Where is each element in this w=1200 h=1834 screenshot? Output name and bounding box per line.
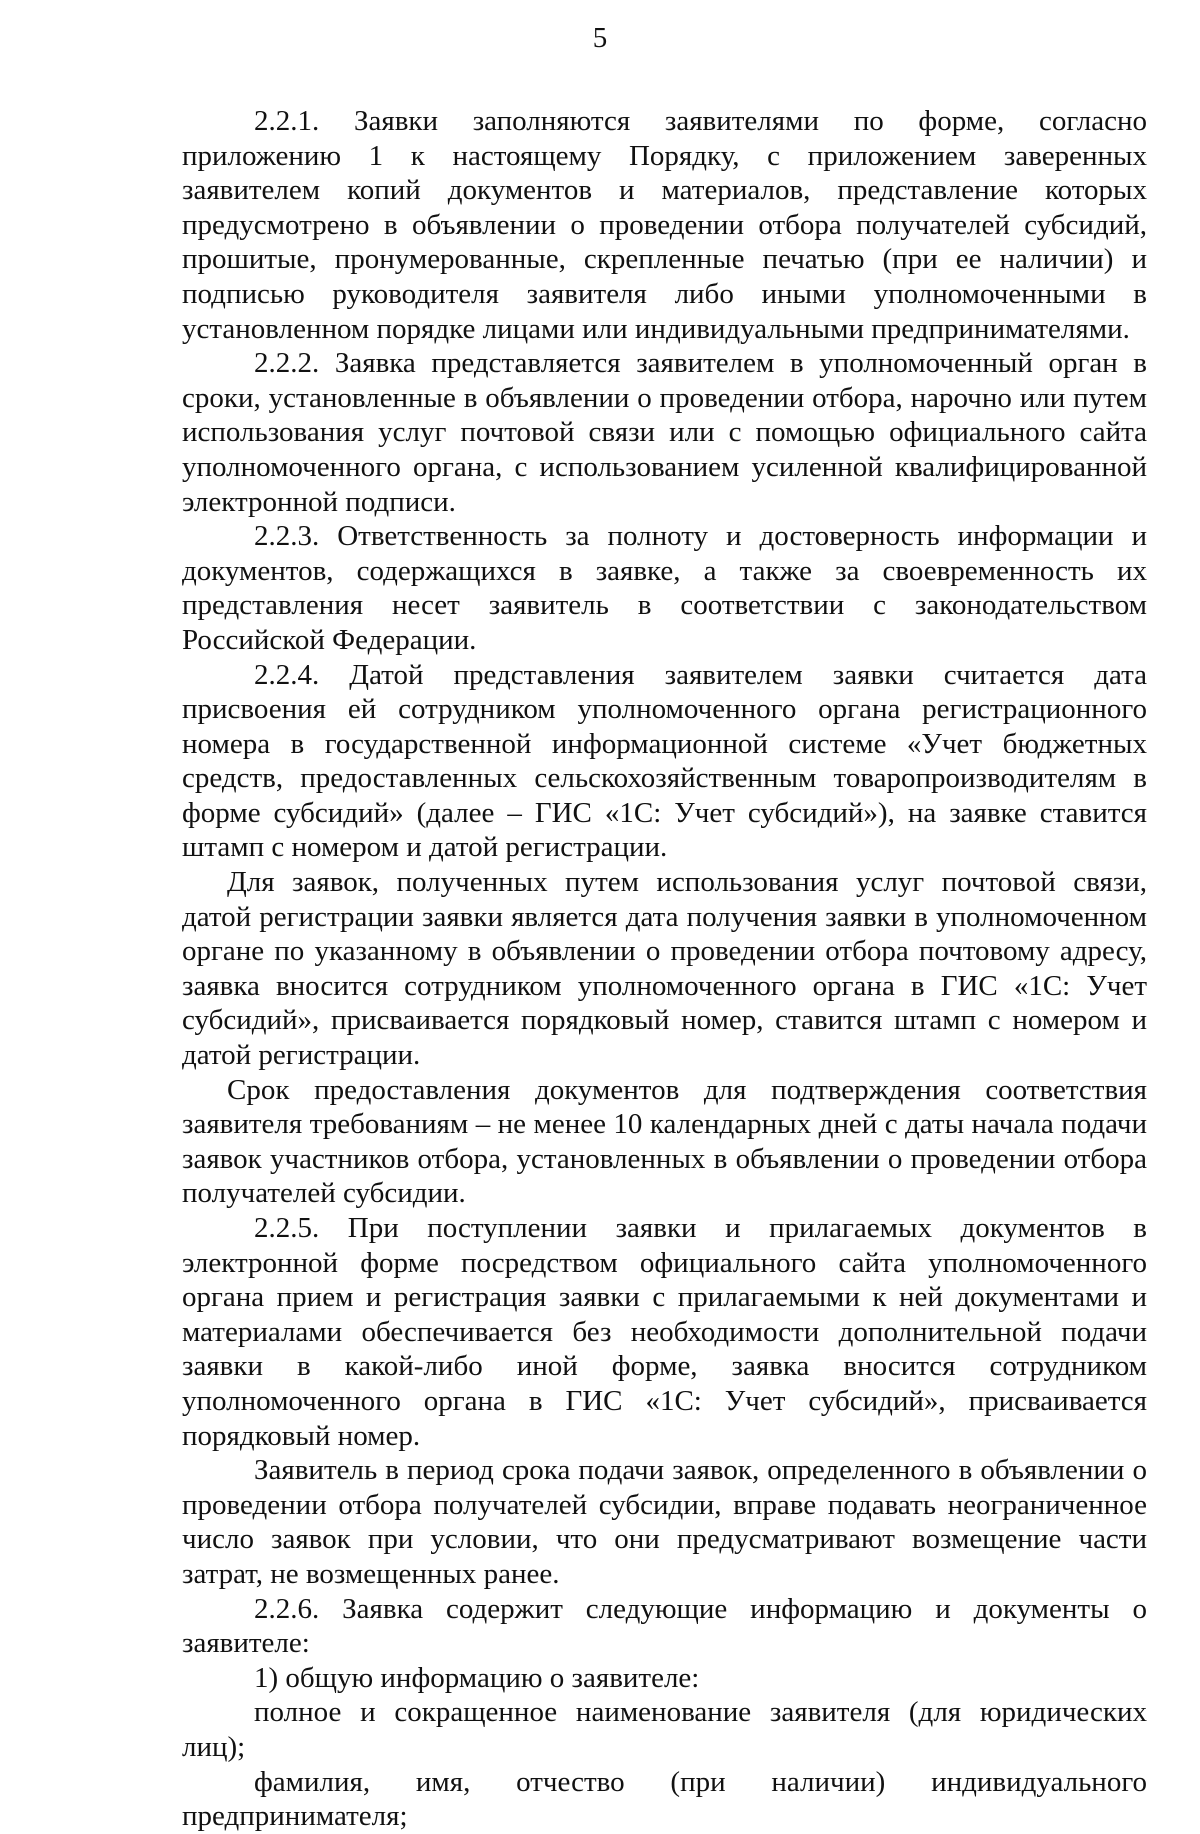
paragraph-full-name-legal: полное и сокращенное наименование заявителя (для юридических лиц); [182,1696,1147,1763]
paragraph-general-info: 1) общую информацию о заявителе: [254,1661,700,1694]
paragraph-2-2-5: 2.2.5. При поступлении заявки и прилагаемых документов в электронной форме посредством официального сайта уполномоченного органа прием и регистрация заявки с прилагаемыми к ней документами и материалами обеспечивается без необходимости дополнительной подачи заявки в какой-либо иной форме, заявка вносится сотрудником уполномоченного органа в ГИС «1С: Учет субсидий», присваивается порядковый номер. [182,1212,1147,1452]
paragraph-postal-registration: Для заявок, полученных путем использования услуг почтовой связи, датой регистрации заявки является дата получения заявки в уполномоченном органе по указанному в объявлении о проведении отбора почтовому адресу, заявка вносится сотрудником уполномоченного органа в ГИС «1С: Учет субсидий», присваивается порядковый номер, ставится штамп с номером и датой регистрации. [182,866,1147,1072]
page-number: 5 [592,22,608,54]
paragraph-2-2-2: 2.2.2. Заявка представляется заявителем в уполномоченный орган в сроки, установленные в объявлении о проведении отбора, нарочно или путем использования услуг почтовой связи или с помощью официального сайта уполномоченного органа, с использованием усиленной квалифицированной электронной подписи. [182,347,1147,518]
paragraph-2-2-3: 2.2.3. Ответственность за полноту и достоверность информации и документов, содержащихся в заявке, а также за своевременность их представления несет заявитель в соответствии с законодательством Российской Федерации. [182,520,1147,656]
paragraph-2-2-1: 2.2.1. Заявки заполняются заявителями по форме, согласно приложению 1 к настоящему Порядку, с приложением заверенных заявителем копий документов и материалов, представление которых предусмотрено в объявлении о проведении отбора получателей субсидий, прошитые, пронумерованные, скрепленные печатью (при ее наличии) и подписью руководителя заявителя либо иными уполномоченными в установленном порядке лицами или индивидуальными предпринимателями. [182,105,1147,345]
paragraph-2-2-4: 2.2.4. Датой представления заявителем заявки считается дата присвоения ей сотрудником уполномоченного органа регистрационного номера в государственной информационной системе «Учет бюджетных средств, предоставленных сельскохозяйственным товаропроизводителям в форме субсидий» (далее – ГИС «1С: Учет субсидий»), на заявке ставится штамп с номером и датой регистрации. [182,658,1147,864]
paragraph-document-deadline: Срок предоставления документов для подтверждения соответствия заявителя требованиям – не менее 10 календарных дней с даты начала подачи заявок участников отбора, установленных в объявлении о проведении отбора получателей субсидии. [182,1073,1147,1210]
paragraph-2-2-6: 2.2.6. Заявка содержит следующие информацию и документы о заявителе: [182,1592,1147,1660]
paragraph-unlimited-applications: Заявитель в период срока подачи заявок, определенного в объявлении о проведении отбора получателей субсидии, вправе подавать неограниченное число заявок при условии, что они предусматривают возмещение части затрат, не возмещенных ранее. [182,1454,1147,1590]
paragraph-full-name-entrepreneur: фамилия, имя, отчество (при наличии) индивидуального предпринимателя; [182,1765,1147,1833]
document-body [182,104,1147,1834]
